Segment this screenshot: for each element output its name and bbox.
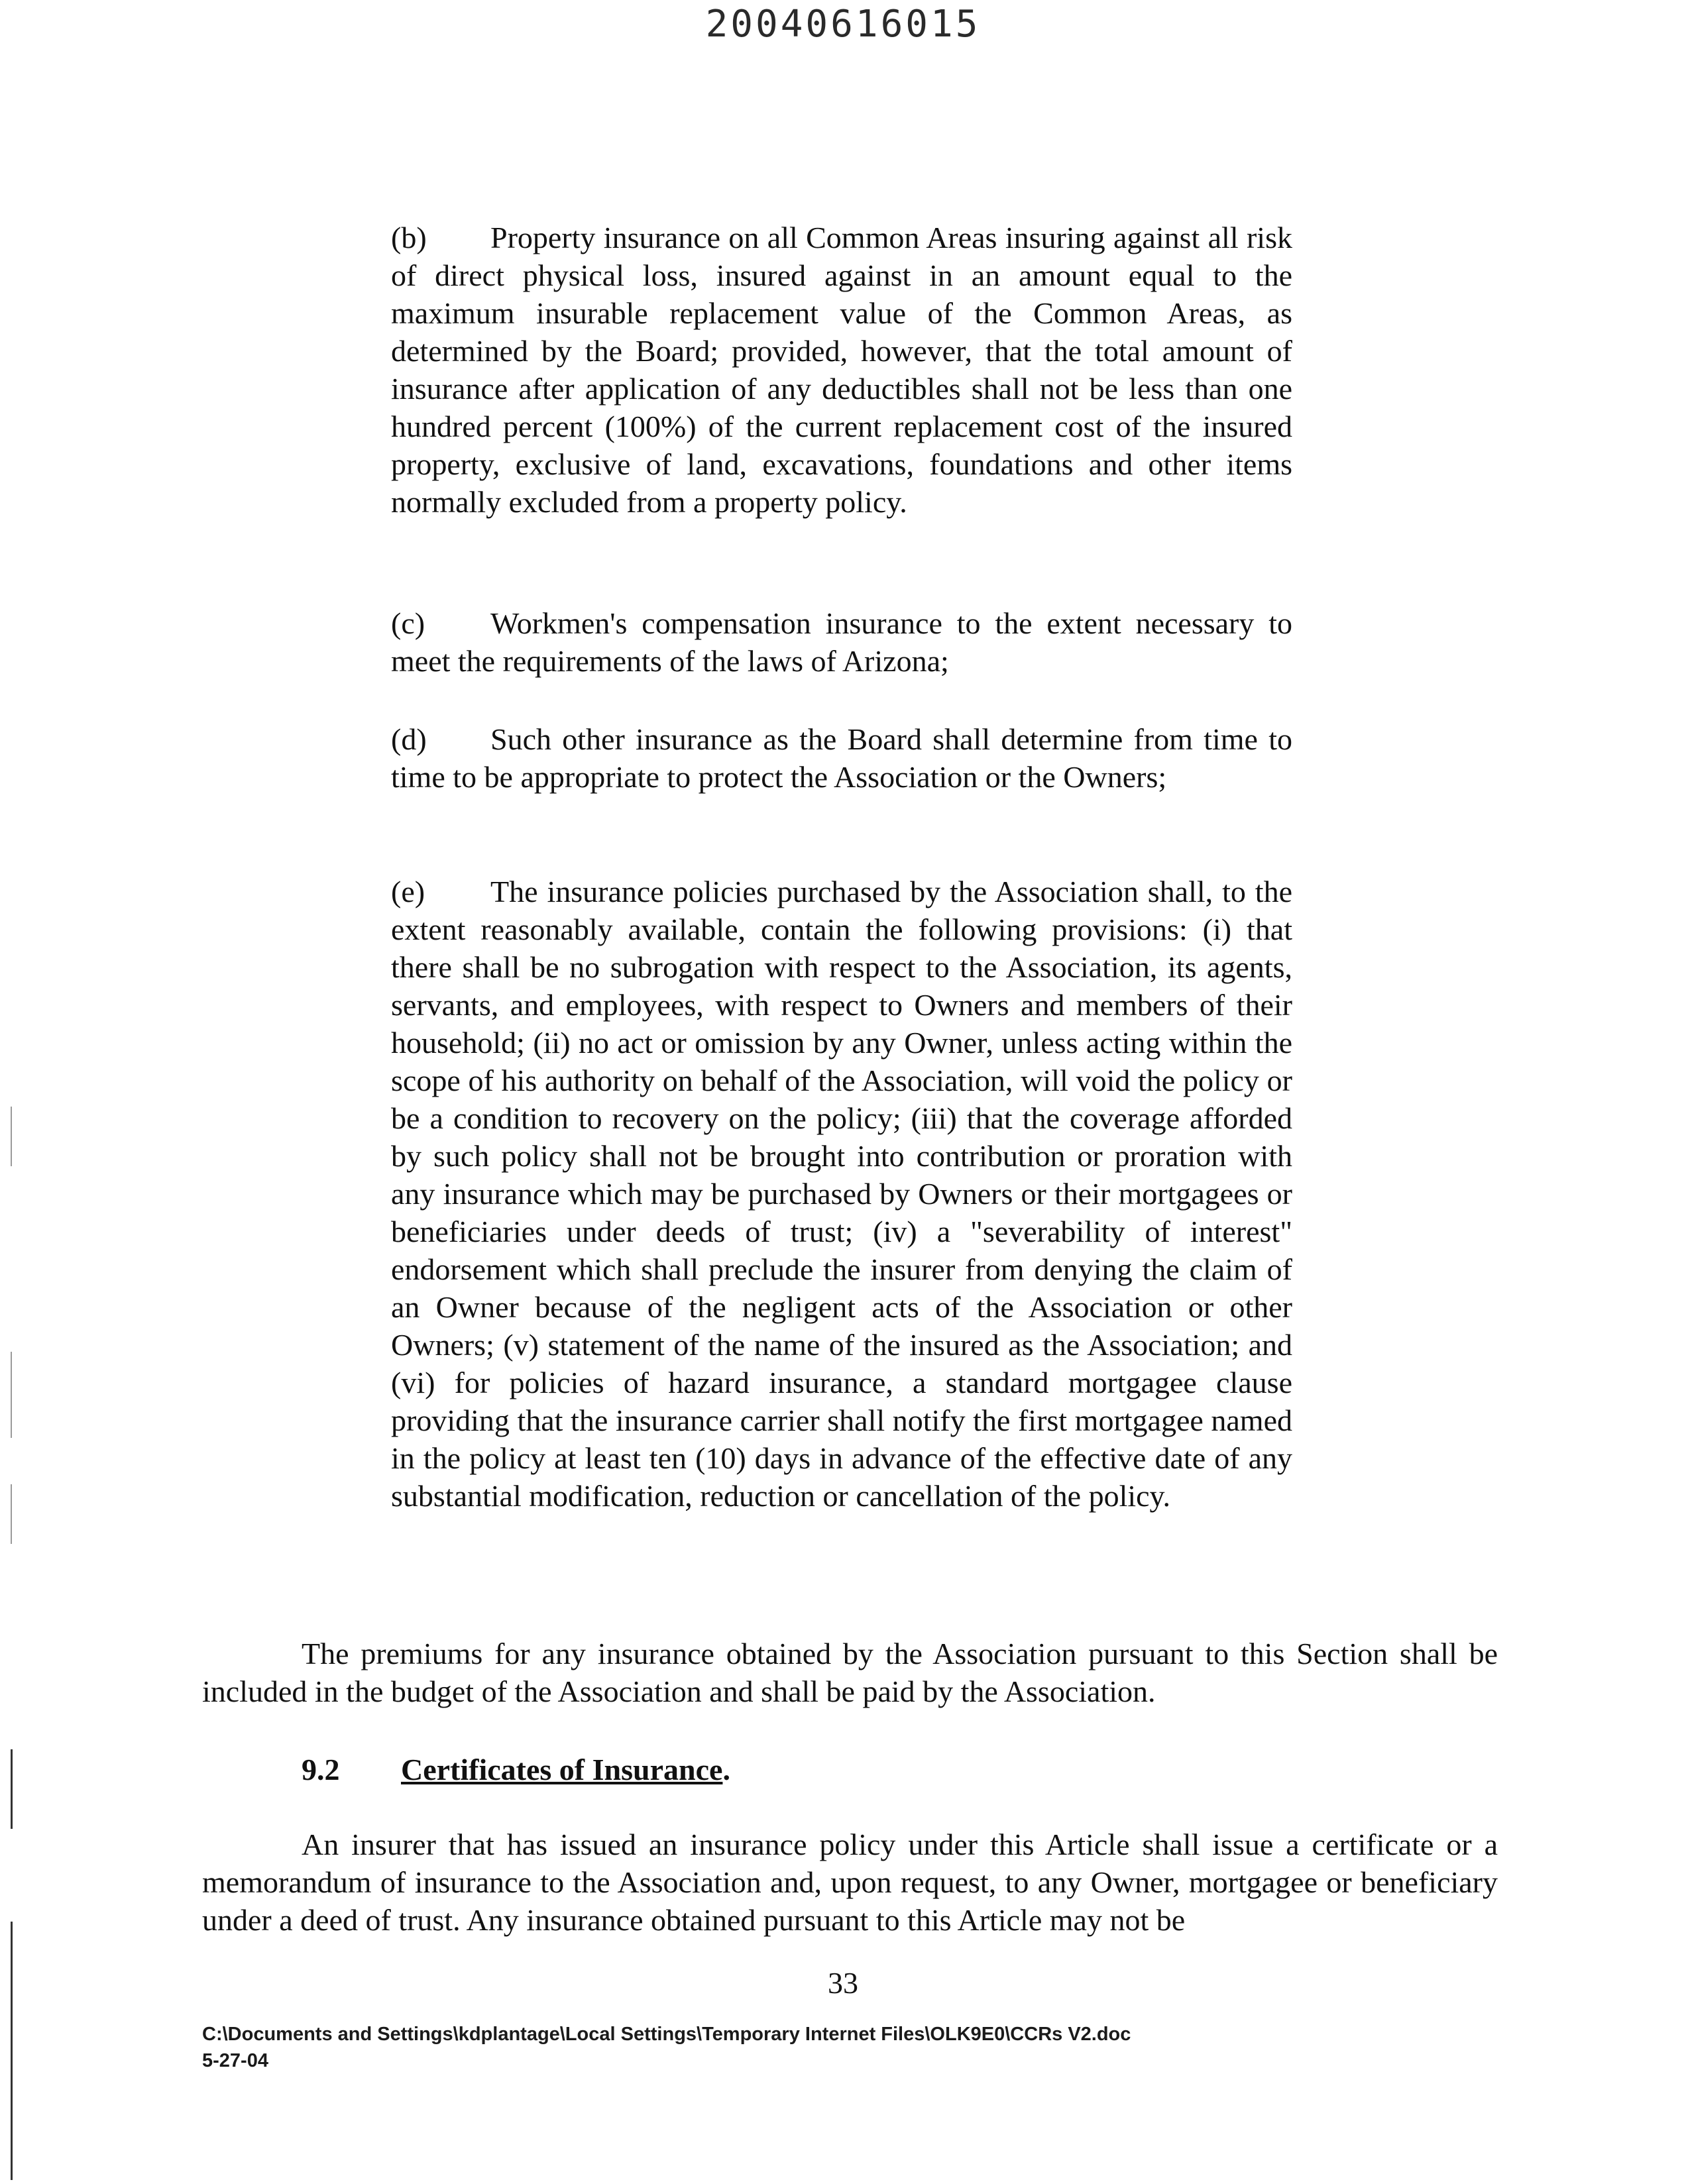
paragraph-label: (c) <box>391 606 425 640</box>
premiums-text: The premiums for any insurance obtained by the Association pursuant to this Section shall be included in the budget of the Association and shall be paid by the Association. <box>202 1637 1498 1708</box>
recording-number: 20040616015 <box>705 3 981 46</box>
footer-file-path: C:\Documents and Settings\kdplantage\Local Settings\Temporary Internet Files\OLK9E0\CCRs V2.doc <box>202 2024 1131 2045</box>
footer-date: 5-27-04 <box>202 2050 268 2071</box>
paragraph-text: Such other insurance as the Board shall determine from time to time to be appropriate to protect the Association or the Owners; <box>391 722 1292 794</box>
page-number: 33 <box>828 1966 858 2000</box>
paragraph-text: Workmen's compensation insurance to the extent necessary to meet the requirements of the laws of Arizona; <box>391 606 1292 678</box>
paragraph-text: The insurance policies purchased by the Association shall, to the extent reasonably available, contain the following provisions: (i) that there shall be no subrogation with respect to the Association, its agents, servants, and employees, with respect to Owners and members of their household; (ii) no act or omission by any Owner, unless acting within the scope of his authority on behalf of the Association, will void the policy or be a condition to recovery on the policy; (iii) that the coverage afforded by such policy shall not be brought into contribution or proration with any insurance which may be purchased by Owners or their mortgagees or beneficiaries under deeds of trust; (iv) a "severability of interest" endorsement which shall preclude the insurer from denying the claim of an Owner because of the negligent acts of the Association or other Owners; (v) statement of the name of the insured as the Association; and (vi) for policies of hazard insurance, a standard mortgagee clause providing that the insurance carrier shall notify the first mortgagee named in the policy at least ten (10) days in advance of the effective date of any substantial modification, reduction or cancellation of the policy. <box>391 875 1292 1513</box>
section-title-period: . <box>722 1753 730 1786</box>
insurer-text: An insurer that has issued an insurance policy under this Article shall issue a certificate or a memorandum of insurance to the Association and, upon request, to any Owner, mortgagee or beneficiary under a deed of trust. Any insurance obtained pursuant to this Article may not be <box>202 1828 1498 1937</box>
scan-margin-mark <box>11 1922 13 2180</box>
paragraph-d <box>391 720 1292 796</box>
section-number: 9.2 <box>302 1753 340 1786</box>
paragraph-text: Property insurance on all Common Areas insuring against all risk of direct physical loss, insured against in an amount equal to the maximum insurable replacement value of the Common Areas, as determined by the Board; provided, however, that the total amount of insurance after application of any deductibles shall not be less than one hundred percent (100%) of the current replacement cost of the insured property, exclusive of land, excavations, foundations and other items normally excluded from a property policy. <box>391 221 1292 519</box>
section-heading <box>302 1752 730 1787</box>
paragraph-e <box>391 873 1292 1515</box>
scan-margin-mark <box>11 1107 12 1166</box>
premiums-paragraph <box>202 1635 1498 1710</box>
paragraph-c <box>391 604 1292 680</box>
scan-margin-mark <box>11 1352 12 1438</box>
insurer-paragraph <box>202 1826 1498 1939</box>
paragraph-label: (b) <box>391 221 427 254</box>
scan-margin-mark <box>11 1484 12 1544</box>
scan-margin-mark <box>11 1749 13 1829</box>
paragraph-b <box>391 219 1292 521</box>
paragraph-label: (d) <box>391 722 427 756</box>
paragraph-label: (e) <box>391 875 425 908</box>
section-title: Certificates of Insurance <box>401 1753 723 1786</box>
